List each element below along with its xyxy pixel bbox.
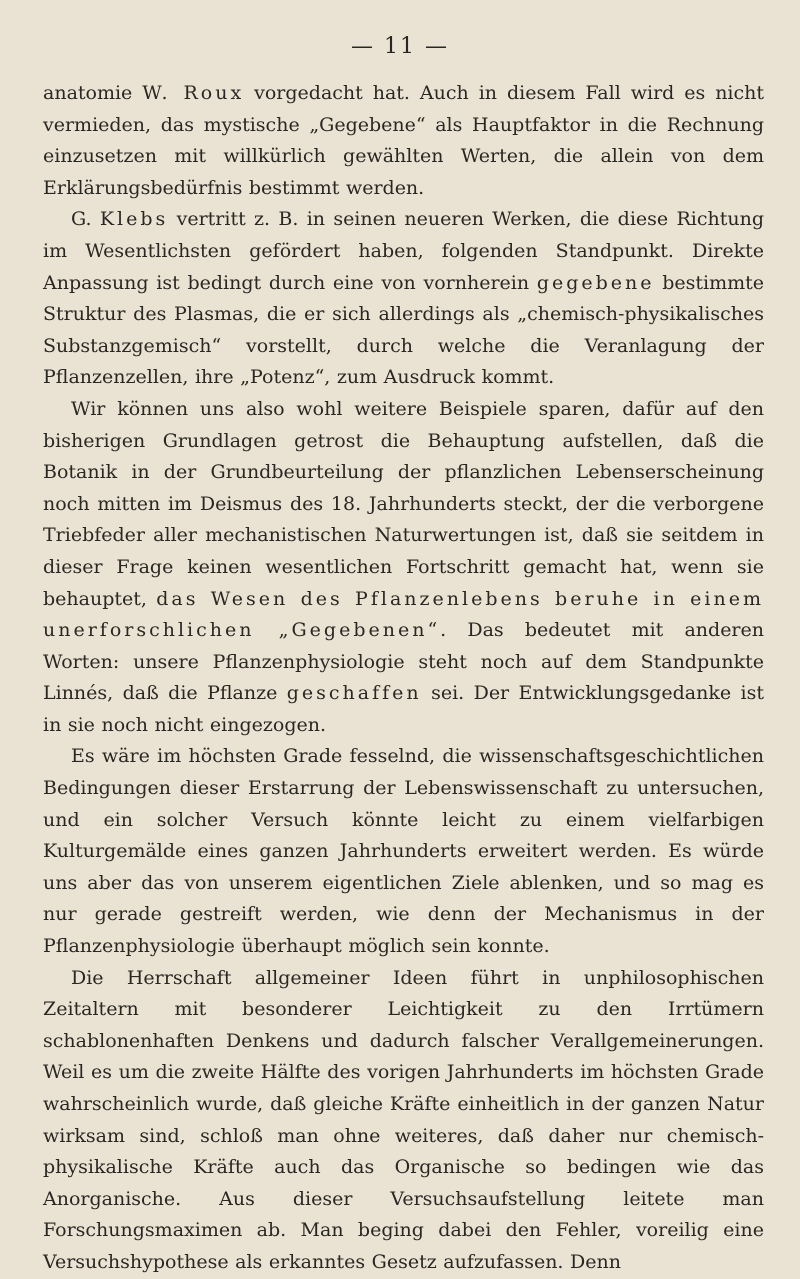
text-segment: Wir können uns also wohl weitere Beispiele sparen, dafür auf den bisherigen Grundlagen getrost die Behauptung aufstellen, daß die Botanik in der Grundbeurteilung der pflanzlichen Lebenserscheinung noch mitten im Deismus des 18. Jahrhunderts steckt, der die verborgene Triebfeder aller mechanistischen Naturwertungen ist, daß sie seitdem in dieser Frage keinen wesentlichen Fortschritt gemacht hat, wenn sie behauptet, bbox=[43, 397, 764, 610]
text-segment: vertritt z. B. in seinen neueren Werken, die diese Richtung im Wesentlichsten gefördert haben, folgenden Standpunkt. Direkte Anpassung ist bedingt durch eine von vornherein bbox=[43, 208, 764, 294]
page-number: — 11 — bbox=[351, 34, 449, 59]
emphasis-text: geschaffen bbox=[286, 682, 422, 705]
paragraph bbox=[43, 963, 764, 1279]
paragraph bbox=[43, 204, 764, 394]
text-segment: bestimmte Struktur des Plasmas, die er sich allerdings als „chemisch-physikalisches Substanzgemisch“ vorstellt, durch welche die Veranlagung der Pflanzenzellen, ihre „Potenz“, zum Ausdruck kommt. bbox=[43, 271, 764, 389]
body-text bbox=[43, 78, 764, 1279]
emphasis-text: W. Roux bbox=[142, 82, 245, 104]
text-segment: Die Herrschaft allgemeiner Ideen führt in unphilosophischen Zeitaltern mit besonderer Leichtigkeit zu den Irrtümern schablonenhaften Denkens und dadurch falscher Verallgemeinerungen. Weil es um die zweite Hälfte des vorigen Jahrhunderts im höchsten Grade wahrscheinlich wurde, daß gleiche Kräfte einheitlich in der ganzen Natur wirksam sind, schloß man ohne weiteres, daß daher nur chemisch-physikalische Kräfte auch das Organische so bedingen wie das Anorganische. Aus dieser Versuchsaufstellung leitete man Forschungsmaximen ab. Man beging dabei den Fehler, voreilig eine Versuchshypothese als erkanntes Gesetz aufzufassen. Denn bbox=[43, 966, 764, 1273]
paragraph bbox=[43, 741, 764, 962]
text-segment: sei. Der Entwicklungsgedanke ist in sie noch nicht eingezogen. bbox=[43, 682, 764, 736]
paragraph bbox=[43, 78, 764, 204]
text-segment: anatomie bbox=[43, 82, 143, 104]
text-segment: vorgedacht hat. Auch in diesem Fall wird es nicht vermieden, das mystische „Gegebene“ als Hauptfaktor in die Rechnung einzusetzen mit willkürlich gewählten Werten, die allein von dem Erklärungsbedürfnis bestimmt werden. bbox=[43, 82, 765, 199]
emphasis-text: Klebs bbox=[99, 208, 169, 231]
emphasis-text: das Wesen des Pflanzenlebens beruhe in einem unerforschlichen „Gegebenen“ bbox=[43, 587, 765, 642]
text-segment: G. bbox=[71, 208, 100, 231]
text-segment: . Das bedeutet mit anderen Worten: unsere Pflanzenphysiologie steht noch auf dem Standpunkte Linnés, daß die Pflanze bbox=[43, 619, 764, 705]
paragraph bbox=[43, 394, 764, 742]
text-segment: Es wäre im höchsten Grade fesselnd, die wissenschaftsgeschichtlichen Bedingungen dieser Erstarrung der Lebenswissenschaft zu untersuchen, und ein solcher Versuch könnte leicht zu einem vielfarbigen Kulturgemälde eines ganzen Jahrhunderts erweitert werden. Es würde uns aber das von unserem eigentlichen Ziele ablenken, und so mag es nur gerade gestreift werden, wie denn der Mechanismus in der Pflanzenphysiologie überhaupt möglich sein konnte. bbox=[43, 745, 764, 958]
emphasis-text: gegebene bbox=[536, 271, 655, 294]
